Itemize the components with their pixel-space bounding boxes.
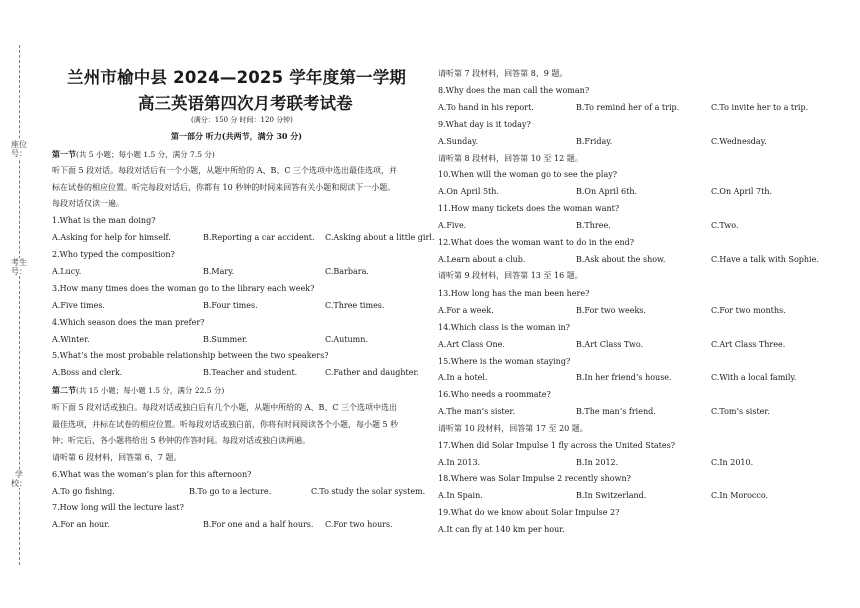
q12-option-c[interactable]: C.Have a talk with Sophie. [711, 255, 819, 264]
q2-option-b[interactable]: B.Mary. [203, 267, 235, 276]
q14-option-a[interactable]: A.Art Class One. [438, 340, 505, 349]
material-9-note: 请听第 9 段材料，回答第 13 至 16 题。 [438, 271, 583, 280]
q15-option-c[interactable]: C.With a local family. [711, 373, 797, 382]
q12-option-a[interactable]: A.Learn about a club. [438, 255, 526, 264]
q5-option-a[interactable]: A.Boss and clerk. [52, 368, 123, 377]
q17-option-b[interactable]: B.In 2012. [576, 458, 619, 467]
q18-option-c[interactable]: C.In Morocco. [711, 491, 769, 500]
q3-option-a[interactable]: A.Five times. [52, 301, 105, 310]
q6-option-a[interactable]: A.To go fishing. [52, 487, 115, 496]
q9-option-c[interactable]: C.Wednesday. [711, 137, 767, 146]
section1-instr-2: 标在试卷的相应位置。听完每段对话后，你都有 10 秒钟的时间来回答有关小题和阅读下一小题。 [52, 183, 396, 192]
section2-title: 第二节 [52, 385, 76, 395]
exam-title-line1: 兰州市榆中县 2024—2025 学年度第一学期 [67, 68, 407, 87]
q17-option-c[interactable]: C.In 2010. [711, 458, 754, 467]
question-18: 18.Where was Solar Impulse 2 recently shown? [438, 474, 631, 483]
q5-option-b[interactable]: B.Teacher and student. [203, 368, 298, 377]
q7-option-c[interactable]: C.For two hours. [325, 520, 393, 529]
q11-option-c[interactable]: C.Two. [711, 221, 739, 230]
material-10-note: 请听第 10 段材料，回答第 17 至 20 题。 [438, 424, 588, 433]
school-label: 学校： [11, 470, 27, 488]
q7-option-a[interactable]: A.For an hour. [52, 520, 110, 529]
question-10: 10.When will the woman go to see the play? [438, 170, 618, 179]
q8-option-b[interactable]: B.To remind her of a trip. [576, 103, 680, 112]
q14-option-c[interactable]: C.Art Class Three. [711, 340, 786, 349]
q3-option-c[interactable]: C.Three times. [325, 301, 385, 310]
question-7: 7.How long will the lecture last? [52, 503, 184, 512]
material-7-note: 请听第 7 段材料，回答第 8、9 题。 [438, 69, 568, 78]
section1-instr-3: 每段对话仅读一遍。 [52, 199, 124, 208]
q1-option-a[interactable]: A.Asking for help for himself. [52, 233, 171, 242]
question-16: 16.Who needs a roommate? [438, 390, 551, 399]
question-12: 12.What does the woman want to do in the end? [438, 238, 635, 247]
q18-option-b[interactable]: B.In Switzerland. [576, 491, 647, 500]
q15-option-a[interactable]: A.In a hotel. [438, 373, 488, 382]
section2-instr-3: 钟；听完后，各小题将给出 5 秒钟的作答时间。每段对话或独白读两遍。 [52, 436, 311, 445]
question-1: 1.What is the man doing? [52, 216, 156, 225]
material-8-note: 请听第 8 段材料，回答第 10 至 12 题。 [438, 154, 583, 163]
q17-option-a[interactable]: A.In 2013. [438, 458, 481, 467]
section1-instr-1: 听下面 5 段对话。每段对话后有一个小题，从题中所给的 A、B、C 三个选项中选出最佳选项，并 [52, 166, 398, 175]
q3-option-b[interactable]: B.Four times. [203, 301, 258, 310]
question-2: 2.Who typed the composition? [52, 250, 175, 259]
exam-meta: (满分：150 分 时间：120 分钟) [191, 116, 293, 124]
section1-title: 第一节 [52, 149, 76, 159]
q2-option-c[interactable]: C.Barbara. [325, 267, 369, 276]
q4-option-b[interactable]: B.Summer. [203, 335, 248, 344]
section2-instr-2: 最佳选项，并标在试卷的相应位置。听每段对话或独白前，你将有时间阅读各个小题，每小题 5 秒 [52, 420, 399, 429]
section1-heading [52, 149, 215, 160]
q16-option-b[interactable]: B.The man’s friend. [576, 407, 656, 416]
q13-option-c[interactable]: C.For two months. [711, 306, 786, 315]
section1-note: (共 5 小题；每小题 1.5 分，满分 7.5 分) [76, 150, 215, 159]
q1-option-c[interactable]: C.Asking about a little girl. [325, 233, 435, 242]
q9-option-b[interactable]: B.Friday. [576, 137, 613, 146]
q10-option-c[interactable]: C.On April 7th. [711, 187, 773, 196]
question-17: 17.When did Solar Impulse 1 fly across the United States? [438, 441, 676, 450]
question-19: 19.What do we know about Solar Impulse 2? [438, 508, 620, 517]
exam-title-line2: 高三英语第四次月考联考试卷 [138, 94, 353, 113]
q10-option-b[interactable]: B.On April 6th. [576, 187, 638, 196]
question-8: 8.Why does the man call the woman? [438, 86, 590, 95]
part1-heading: 第一部分 听力(共两节，满分 30 分) [171, 131, 303, 141]
q19-option-a[interactable]: A.It can fly at 140 km per hour. [438, 525, 565, 534]
question-9: 9.What day is it today? [438, 120, 531, 129]
q5-option-c[interactable]: C.Father and daughter. [325, 368, 419, 377]
q12-option-b[interactable]: B.Ask about the show. [576, 255, 666, 264]
q13-option-b[interactable]: B.For two weeks. [576, 306, 646, 315]
seat-label: 座位号： [11, 140, 27, 158]
q16-option-a[interactable]: A.The man’s sister. [438, 407, 515, 416]
question-3: 3.How many times does the woman go to the library each week? [52, 284, 315, 293]
q4-option-c[interactable]: C.Autumn. [325, 335, 368, 344]
question-11: 11.How many tickets does the woman want? [438, 204, 620, 213]
q4-option-a[interactable]: A.Winter. [52, 335, 90, 344]
q8-option-a[interactable]: A.To hand in his report. [438, 103, 534, 112]
q1-option-b[interactable]: B.Reporting a car accident. [203, 233, 315, 242]
q18-option-a[interactable]: A.In Spain. [438, 491, 483, 500]
q7-option-b[interactable]: B.For one and a half hours. [203, 520, 314, 529]
section2-instr-1: 听下面 5 段对话或独白。每段对话或独白后有几个小题，从题中所给的 A、B、C 三个选项中选出 [52, 403, 398, 412]
q2-option-a[interactable]: A.Lucy. [52, 267, 82, 276]
question-5: 5.What’s the most probable relationship between the two speakers? [52, 351, 329, 360]
question-15: 15.Where is the woman staying? [438, 357, 571, 366]
section2-heading [52, 385, 224, 396]
q14-option-b[interactable]: B.Art Class Two. [576, 340, 644, 349]
q11-option-b[interactable]: B.Three. [576, 221, 611, 230]
binding-margin [0, 0, 30, 608]
section2-note: (共 15 小题；每小题 1.5 分，满分 22.5 分) [76, 386, 225, 395]
q10-option-a[interactable]: A.On April 5th. [438, 187, 499, 196]
question-14: 14.Which class is the woman in? [438, 323, 570, 332]
q6-option-b[interactable]: B.To go to a lecture. [189, 487, 272, 496]
q8-option-c[interactable]: C.To invite her to a trip. [711, 103, 809, 112]
q11-option-a[interactable]: A.Five. [438, 221, 467, 230]
question-13: 13.How long has the man been here? [438, 289, 590, 298]
question-6: 6.What was the woman’s plan for this afternoon? [52, 470, 252, 479]
material-6-note: 请听第 6 段材料，回答第 6、7 题。 [52, 453, 182, 462]
q16-option-c[interactable]: C.Tom’s sister. [711, 407, 770, 416]
q9-option-a[interactable]: A.Sunday. [438, 137, 478, 146]
q6-option-c[interactable]: C.To study the solar system. [311, 487, 426, 496]
q13-option-a[interactable]: A.For a week. [438, 306, 494, 315]
q15-option-b[interactable]: B.In her friend’s house. [576, 373, 672, 382]
question-4: 4.Which season does the man prefer? [52, 318, 205, 327]
exam-number-label: 考生号： [11, 258, 27, 276]
